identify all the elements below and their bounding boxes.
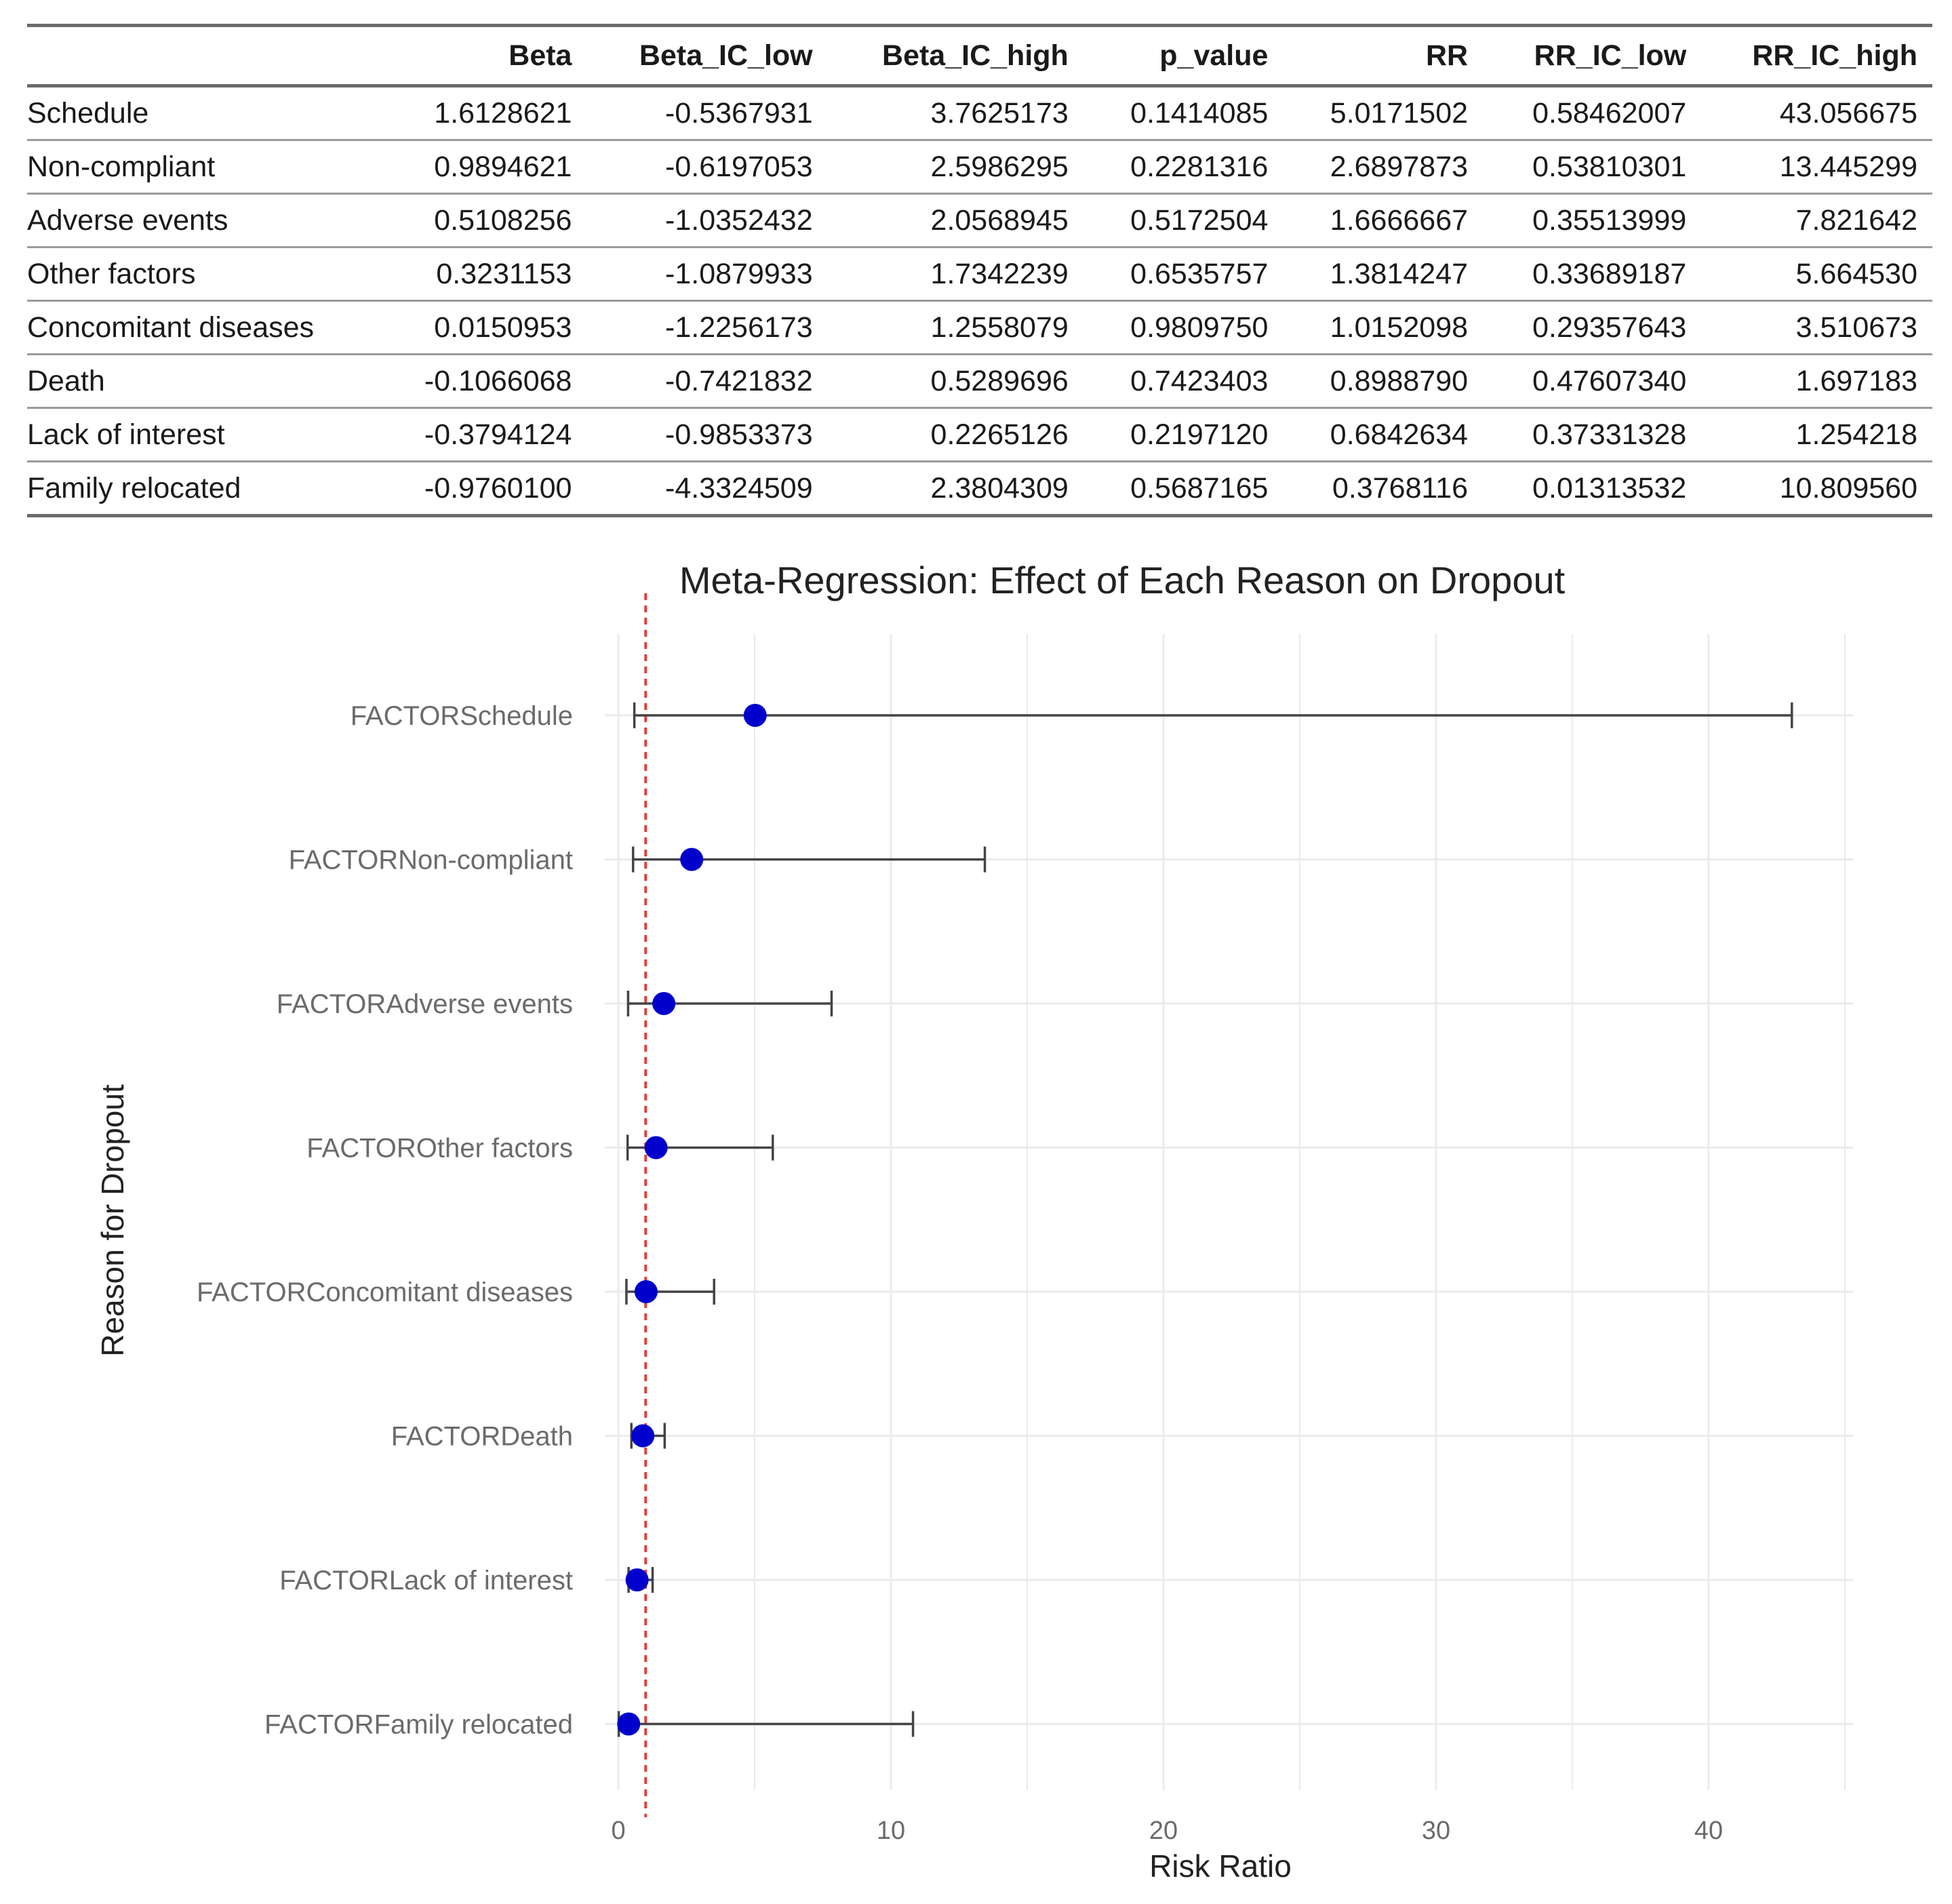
risk-ratio-point	[744, 704, 767, 727]
x-tick-label: 10	[876, 1817, 906, 1845]
table-cell: 1.3814247	[1330, 257, 1469, 290]
x-tick-label: 40	[1694, 1817, 1724, 1845]
table-cell: 0.29357643	[1532, 311, 1687, 344]
table-cell: -1.0879933	[665, 257, 813, 290]
y-category-label: FACTOROther factors	[306, 1133, 573, 1164]
table-cell: 0.9894621	[434, 150, 572, 183]
row-label-cell: Family relocated	[27, 471, 241, 504]
table-cell: 0.1414085	[1130, 96, 1269, 130]
table-cell: 0.35513999	[1532, 203, 1687, 237]
y-category-label: FACTORConcomitant diseases	[196, 1277, 573, 1307]
y-category-label: FACTORLack of interest	[279, 1566, 573, 1595]
x-tick-label: 0	[611, 1817, 626, 1845]
table-cell: 2.6897873	[1330, 150, 1469, 183]
chart-title: Meta-Regression: Effect of Each Reason on Dropout	[679, 559, 1566, 601]
row-label-cell: Non-compliant	[27, 150, 216, 183]
x-tick-label: 30	[1421, 1817, 1451, 1845]
x-axis-title: Risk Ratio	[1149, 1848, 1292, 1884]
forest-plot	[0, 542, 1952, 1904]
table-row	[27, 301, 1932, 355]
table-row	[27, 355, 1932, 408]
table-cell: 3.510673	[1795, 311, 1917, 344]
table-cell: 43.056675	[1779, 96, 1917, 130]
table-cell: 0.3231153	[436, 257, 572, 290]
table-cell: 1.697183	[1795, 364, 1917, 397]
table-cell: 0.3768116	[1332, 471, 1469, 504]
table-cell: 0.8988790	[1330, 364, 1469, 397]
table-header-cell: Beta	[509, 39, 572, 72]
table-cell: 0.6535757	[1130, 257, 1269, 290]
table-cell: 0.6842634	[1330, 418, 1469, 451]
errorbar-layer	[619, 702, 1792, 1737]
table-cell: 0.0150953	[434, 311, 572, 344]
table-cell: 0.33689187	[1532, 257, 1687, 290]
results-table	[27, 24, 1932, 517]
table-cell: 13.445299	[1779, 150, 1917, 183]
table-header-cell: RR	[1425, 39, 1469, 72]
table-cell: 1.6666667	[1330, 203, 1469, 237]
results-table-container	[27, 24, 1932, 517]
table-cell: 2.3804309	[930, 471, 1069, 504]
table-cell: 1.7342239	[930, 257, 1069, 290]
x-tick-label: 20	[1149, 1817, 1178, 1845]
table-cell: -1.0352432	[665, 203, 813, 237]
table-cell: 1.254218	[1795, 418, 1917, 451]
row-label-cell: Lack of interest	[27, 418, 225, 451]
table-row	[27, 408, 1932, 462]
table-cell: 7.821642	[1795, 203, 1917, 237]
table-header-row	[27, 26, 1932, 86]
table-cell: 0.58462007	[1532, 96, 1687, 130]
table-cell: 0.47607340	[1532, 364, 1687, 397]
table-cell: -0.3794124	[424, 418, 572, 451]
table-cell: 0.37331328	[1532, 418, 1687, 451]
table-cell: 0.7423403	[1130, 364, 1269, 397]
table-cell: 0.2197120	[1130, 418, 1269, 451]
table-cell: -4.3324509	[665, 471, 813, 504]
label-layer	[197, 701, 573, 1740]
y-category-label: FACTORAdverse events	[276, 989, 573, 1019]
table-cell: 0.2281316	[1130, 150, 1269, 183]
table-cell: -0.6197053	[665, 150, 813, 183]
risk-ratio-point	[635, 1280, 658, 1303]
grid-layer	[605, 634, 1853, 1845]
row-label-cell: Concomitant diseases	[27, 311, 315, 344]
table-cell: 0.01313532	[1532, 471, 1687, 504]
y-axis-title: Reason for Dropout	[95, 1084, 130, 1357]
y-category-label: FACTORDeath	[391, 1421, 573, 1452]
risk-ratio-point	[680, 848, 703, 871]
row-label-cell: Schedule	[27, 96, 149, 130]
table-cell: -1.2256173	[665, 311, 813, 344]
table-cell: 5.664530	[1795, 257, 1917, 290]
table-cell: -0.9853373	[665, 418, 813, 451]
table-cell: 0.5687165	[1130, 471, 1269, 504]
table-row	[27, 140, 1932, 194]
risk-ratio-point	[631, 1425, 654, 1448]
row-label-cell: Death	[27, 364, 105, 397]
table-header-cell: Beta_IC_high	[882, 39, 1069, 72]
table-cell: 0.5289696	[930, 364, 1069, 397]
table-cell: 10.809560	[1779, 471, 1917, 504]
table-header-cell: RR_IC_low	[1534, 39, 1687, 72]
table-cell: 0.2265126	[930, 418, 1069, 451]
table-cell: 1.0152098	[1330, 311, 1469, 344]
table-cell: 0.5108256	[434, 203, 572, 237]
table-row	[27, 247, 1932, 301]
risk-ratio-point	[626, 1568, 649, 1591]
table-cell: -0.7421832	[665, 364, 813, 397]
table-cell: 0.5172504	[1130, 203, 1269, 237]
row-label-cell: Other factors	[27, 257, 196, 290]
risk-ratio-point	[645, 1136, 668, 1159]
table-row	[27, 86, 1932, 140]
table-cell: -0.5367931	[665, 96, 813, 130]
table-header-cell: RR_IC_high	[1752, 39, 1917, 72]
y-category-label: FACTORFamily relocated	[264, 1709, 573, 1740]
table-row	[27, 194, 1932, 247]
table-cell: 1.2558079	[930, 311, 1069, 344]
table-cell: 2.5986295	[930, 150, 1069, 183]
table-cell: 2.0568945	[930, 203, 1069, 237]
table-cell: 0.53810301	[1532, 150, 1687, 183]
table-body	[27, 86, 1932, 516]
table-cell: 5.0171502	[1330, 96, 1469, 130]
y-category-label: FACTORSchedule	[350, 701, 573, 731]
risk-ratio-point	[652, 992, 675, 1015]
table-cell: 3.7625173	[930, 96, 1069, 130]
table-header-cell	[27, 26, 378, 86]
y-category-label: FACTORNon-compliant	[288, 845, 573, 875]
table-cell: -0.9760100	[424, 471, 572, 504]
table-row	[27, 462, 1932, 516]
table-cell: 1.6128621	[434, 96, 572, 130]
table-header-cell: Beta_IC_low	[639, 39, 813, 72]
table-cell: -0.1066068	[424, 364, 572, 397]
table-header-cell: p_value	[1159, 39, 1269, 72]
risk-ratio-point	[617, 1713, 640, 1736]
table-cell: 0.9809750	[1130, 311, 1269, 344]
row-label-cell: Adverse events	[27, 203, 228, 237]
